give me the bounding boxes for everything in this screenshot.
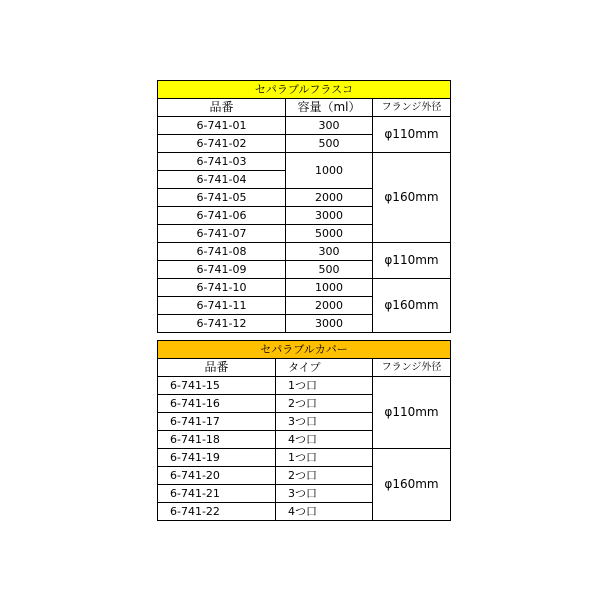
- part-number: 6-741-07: [158, 225, 286, 243]
- capacity-value: 500: [286, 135, 373, 153]
- flange-diameter: φ110mm: [373, 377, 451, 449]
- cover-type: 1つ口: [276, 449, 373, 467]
- capacity-value: 5000: [286, 225, 373, 243]
- header-type: タイプ: [276, 359, 373, 377]
- part-number: 6-741-09: [158, 261, 286, 279]
- header-flange-diameter: フランジ外径: [373, 99, 451, 117]
- capacity-value: 300: [286, 117, 373, 135]
- part-number: 6-741-20: [158, 467, 276, 485]
- cover-type: 3つ口: [276, 413, 373, 431]
- part-number: 6-741-05: [158, 189, 286, 207]
- cover-type: 1つ口: [276, 377, 373, 395]
- part-number: 6-741-21: [158, 485, 276, 503]
- table-row: [158, 449, 451, 467]
- header-flange-diameter: フランジ外径: [373, 359, 451, 377]
- part-number: 6-741-15: [158, 377, 276, 395]
- part-number: 6-741-18: [158, 431, 276, 449]
- capacity-value: 1000: [286, 153, 373, 189]
- header-part-number: 品番: [158, 359, 276, 377]
- header-capacity: 容量（ml）: [286, 99, 373, 117]
- capacity-value: 2000: [286, 297, 373, 315]
- cover-table-title: セパラブルカバー: [158, 341, 451, 359]
- table-row: [158, 243, 451, 261]
- part-number: 6-741-16: [158, 395, 276, 413]
- part-number: 6-741-03: [158, 153, 286, 171]
- capacity-value: 1000: [286, 279, 373, 297]
- table-row: [158, 153, 451, 171]
- part-number: 6-741-06: [158, 207, 286, 225]
- cover-type: 4つ口: [276, 431, 373, 449]
- capacity-value: 2000: [286, 189, 373, 207]
- capacity-value: 3000: [286, 315, 373, 333]
- flange-diameter: φ160mm: [373, 279, 451, 333]
- part-number: 6-741-11: [158, 297, 286, 315]
- part-number: 6-741-12: [158, 315, 286, 333]
- part-number: 6-741-08: [158, 243, 286, 261]
- separable-cover-table: [157, 340, 451, 521]
- flask-table-title: セパラブルフラスコ: [158, 81, 451, 99]
- flange-diameter: φ110mm: [373, 243, 451, 279]
- flange-diameter: φ160mm: [373, 153, 451, 243]
- part-number: 6-741-02: [158, 135, 286, 153]
- table-row: [158, 279, 451, 297]
- flange-diameter: φ110mm: [373, 117, 451, 153]
- header-part-number: 品番: [158, 99, 286, 117]
- cover-type: 2つ口: [276, 467, 373, 485]
- part-number: 6-741-01: [158, 117, 286, 135]
- part-number: 6-741-10: [158, 279, 286, 297]
- table-row: [158, 117, 451, 135]
- part-number: 6-741-17: [158, 413, 276, 431]
- cover-type: 2つ口: [276, 395, 373, 413]
- cover-type: 3つ口: [276, 485, 373, 503]
- part-number: 6-741-04: [158, 171, 286, 189]
- capacity-value: 300: [286, 243, 373, 261]
- separable-flask-table: [157, 80, 451, 333]
- flange-diameter: φ160mm: [373, 449, 451, 521]
- part-number: 6-741-22: [158, 503, 276, 521]
- capacity-value: 3000: [286, 207, 373, 225]
- part-number: 6-741-19: [158, 449, 276, 467]
- capacity-value: 500: [286, 261, 373, 279]
- table-row: [158, 377, 451, 395]
- cover-type: 4つ口: [276, 503, 373, 521]
